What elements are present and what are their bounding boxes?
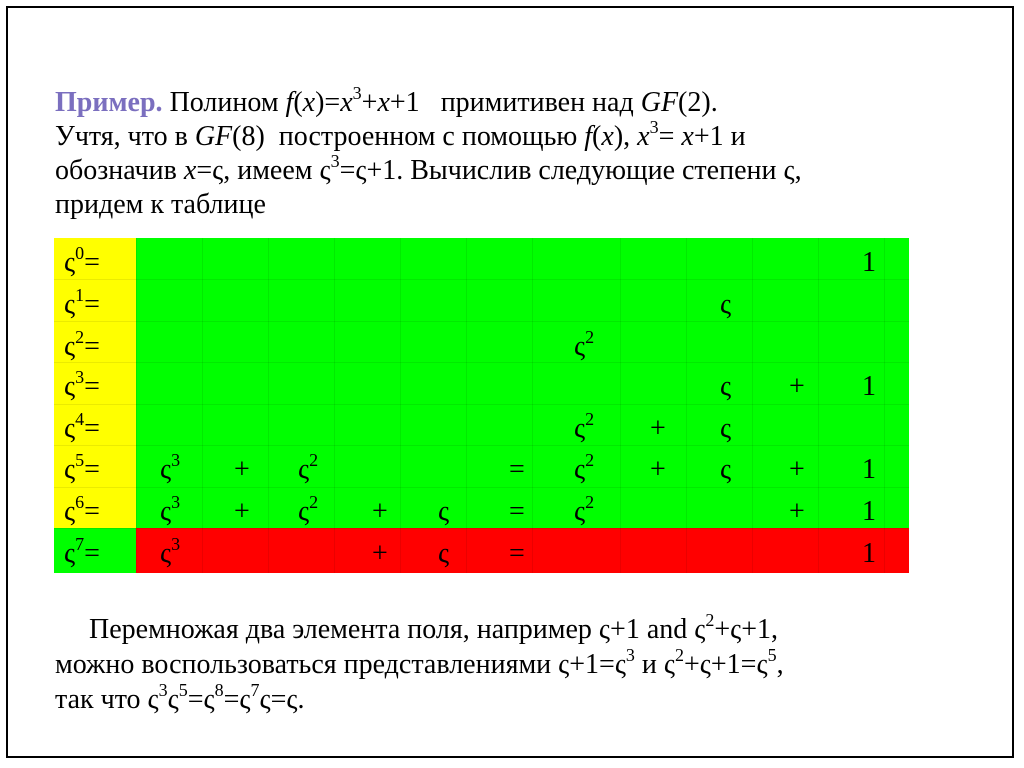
exponent: 2 bbox=[675, 644, 684, 665]
text: ς bbox=[64, 331, 76, 362]
text: ς bbox=[298, 454, 310, 485]
text: x bbox=[681, 121, 694, 152]
row-label bbox=[64, 366, 100, 402]
table-cell: + bbox=[650, 413, 666, 444]
text: x bbox=[340, 87, 353, 118]
exponent: 5 bbox=[178, 679, 188, 700]
text: =ς, имеем ς bbox=[196, 155, 331, 186]
text: =ς bbox=[187, 684, 215, 715]
grid-line bbox=[400, 238, 401, 573]
exponent: 4 bbox=[75, 408, 85, 429]
exponent: 3 bbox=[171, 449, 181, 470]
exponent: 3 bbox=[625, 644, 635, 665]
powers-table bbox=[54, 238, 909, 573]
text: )= bbox=[315, 87, 341, 118]
grid-line bbox=[818, 238, 819, 573]
example-label: Пример. bbox=[55, 87, 163, 118]
intro-line-3 bbox=[55, 150, 983, 188]
text: ς bbox=[574, 496, 586, 527]
grid-line bbox=[54, 528, 909, 529]
text: (2). bbox=[678, 87, 718, 118]
grid-line bbox=[54, 487, 909, 488]
text: = bbox=[84, 247, 100, 278]
exponent: 8 bbox=[214, 679, 224, 700]
exponent: 2 bbox=[309, 491, 319, 512]
text: ς bbox=[167, 684, 179, 715]
text: f bbox=[285, 87, 294, 118]
text: +ς+1, bbox=[714, 614, 778, 645]
intro-line-1-text bbox=[55, 82, 718, 120]
text: , bbox=[776, 649, 784, 680]
table-cell bbox=[574, 491, 595, 527]
text: =ς bbox=[223, 684, 251, 715]
outro-line-1-text bbox=[89, 609, 778, 647]
table-cell: + bbox=[789, 371, 805, 402]
table-cell bbox=[160, 533, 181, 569]
text: ς=ς. bbox=[259, 684, 305, 715]
table-cell: ς bbox=[720, 371, 732, 402]
exponent: 3 bbox=[352, 82, 362, 103]
table-cell: 1 bbox=[862, 454, 876, 485]
grid-line bbox=[54, 404, 909, 405]
table-cell: 1 bbox=[862, 247, 876, 278]
text: Перемножая два элемента поля, например ς+1 and ς bbox=[89, 614, 706, 645]
text: ς bbox=[64, 371, 76, 402]
text: x bbox=[377, 87, 390, 118]
outro-line-3 bbox=[55, 679, 983, 717]
text: обозначив bbox=[55, 155, 184, 186]
exponent: 7 bbox=[250, 679, 260, 700]
exponent: 2 bbox=[75, 326, 85, 347]
text: ς bbox=[64, 413, 76, 444]
grid-line bbox=[620, 238, 621, 573]
grid-line bbox=[334, 238, 335, 573]
text: и ς bbox=[634, 649, 675, 680]
grid-line bbox=[752, 238, 753, 573]
row-label bbox=[64, 326, 100, 362]
text: GF bbox=[640, 87, 679, 118]
text: x bbox=[302, 87, 316, 118]
text: +1 bbox=[389, 87, 420, 118]
text: = bbox=[84, 289, 100, 320]
text: ς bbox=[298, 496, 310, 527]
intro-line-2 bbox=[55, 116, 983, 154]
table-cell bbox=[298, 491, 319, 527]
text: = bbox=[84, 331, 100, 362]
text: x bbox=[183, 155, 197, 186]
text: можно воспользоваться представлениями ς+1=ς bbox=[55, 649, 626, 680]
exponent: 0 bbox=[75, 242, 85, 263]
grid-line bbox=[136, 238, 137, 573]
exponent: 3 bbox=[649, 116, 659, 137]
table-cell: + bbox=[372, 496, 388, 527]
text: = bbox=[84, 371, 100, 402]
text: ς bbox=[64, 496, 76, 527]
exponent: 3 bbox=[158, 679, 168, 700]
table-cell bbox=[160, 491, 181, 527]
table-cell: ς bbox=[438, 496, 450, 527]
table-cell: + bbox=[789, 496, 805, 527]
table-cell bbox=[298, 449, 319, 485]
text: ( bbox=[293, 87, 303, 118]
table-cell: + bbox=[650, 454, 666, 485]
grid-line bbox=[884, 238, 885, 573]
outro-line-2 bbox=[55, 644, 983, 682]
text: GF bbox=[194, 121, 233, 152]
exponent: 3 bbox=[75, 366, 85, 387]
text: ς bbox=[160, 496, 172, 527]
exponent: 2 bbox=[585, 326, 595, 347]
grid-line bbox=[532, 238, 533, 573]
text: так что ς bbox=[55, 684, 159, 715]
text: ς bbox=[574, 454, 586, 485]
table-cell: = bbox=[509, 496, 525, 527]
exponent: 2 bbox=[585, 408, 595, 429]
row-label bbox=[64, 284, 100, 320]
row-label bbox=[64, 449, 100, 485]
text: = bbox=[84, 413, 100, 444]
table-cell: ς bbox=[720, 289, 732, 320]
table-cell: ς bbox=[438, 538, 450, 569]
table-cell: 1 bbox=[862, 496, 876, 527]
exponent: 1 bbox=[75, 284, 85, 305]
text: ς bbox=[64, 289, 76, 320]
text: ς bbox=[64, 247, 76, 278]
text: = bbox=[84, 454, 100, 485]
exponent: 7 bbox=[75, 533, 85, 554]
table-cell: ς bbox=[720, 413, 732, 444]
text: f bbox=[584, 121, 593, 152]
text: ), bbox=[613, 121, 638, 152]
table-cell: 1 bbox=[862, 371, 876, 402]
grid-line bbox=[54, 279, 909, 280]
intro-line-4: придем к таблице bbox=[55, 189, 266, 220]
exponent: 2 bbox=[585, 449, 595, 470]
exponent: 3 bbox=[330, 150, 340, 171]
grid-line bbox=[202, 238, 203, 573]
text: Полином bbox=[162, 87, 286, 118]
text: Учтя, что в bbox=[55, 121, 195, 152]
table-cell: = bbox=[509, 454, 525, 485]
exponent: 5 bbox=[767, 644, 777, 665]
table-cell: + bbox=[234, 496, 250, 527]
text: ( bbox=[592, 121, 602, 152]
text: примитивен над bbox=[419, 87, 641, 118]
table-cell: + bbox=[372, 538, 388, 569]
table-cell: ς bbox=[720, 454, 732, 485]
grid-line bbox=[466, 238, 467, 573]
slide bbox=[6, 6, 1014, 758]
row-label bbox=[64, 242, 100, 278]
text: ς bbox=[160, 454, 172, 485]
table-cell bbox=[574, 326, 595, 362]
table-cell: + bbox=[789, 454, 805, 485]
exponent: 2 bbox=[309, 449, 319, 470]
exponent: 5 bbox=[75, 449, 85, 470]
exponent: 2 bbox=[585, 491, 595, 512]
intro-paragraph bbox=[55, 82, 983, 222]
intro-line-1 bbox=[55, 82, 983, 120]
table-cell bbox=[574, 408, 595, 444]
outro-line-1 bbox=[55, 609, 983, 647]
row-label bbox=[64, 491, 100, 527]
grid-line bbox=[54, 321, 909, 322]
outro-paragraph bbox=[55, 609, 983, 717]
text: ς bbox=[64, 538, 76, 569]
grid-line bbox=[54, 445, 909, 446]
exponent: 6 bbox=[75, 491, 85, 512]
table-cell: 1 bbox=[862, 538, 876, 569]
exponent: 3 bbox=[171, 533, 181, 554]
exponent: 3 bbox=[171, 491, 181, 512]
table-cell bbox=[160, 449, 181, 485]
row-label bbox=[64, 533, 100, 569]
text: ς bbox=[160, 538, 172, 569]
exponent: 2 bbox=[705, 609, 715, 630]
text: = bbox=[658, 121, 682, 152]
text: (8) построенном с помощью bbox=[232, 121, 585, 152]
text: ς bbox=[574, 331, 586, 362]
text: +ς+1=ς bbox=[684, 649, 768, 680]
table-cell bbox=[574, 449, 595, 485]
text: x bbox=[601, 121, 614, 152]
text: +1 и bbox=[693, 121, 746, 152]
text: ς bbox=[64, 454, 76, 485]
text: ς bbox=[574, 413, 586, 444]
table-cell: + bbox=[234, 454, 250, 485]
text: =ς+1. Вычислив следующие степени ς, bbox=[339, 155, 802, 186]
text: x bbox=[637, 121, 650, 152]
text: = bbox=[84, 538, 100, 569]
row-label bbox=[64, 408, 100, 444]
table-cell: = bbox=[509, 538, 525, 569]
grid-line bbox=[268, 238, 269, 573]
grid-line bbox=[54, 362, 909, 363]
text: = bbox=[84, 496, 100, 527]
text: + bbox=[361, 87, 378, 118]
grid-line bbox=[686, 238, 687, 573]
